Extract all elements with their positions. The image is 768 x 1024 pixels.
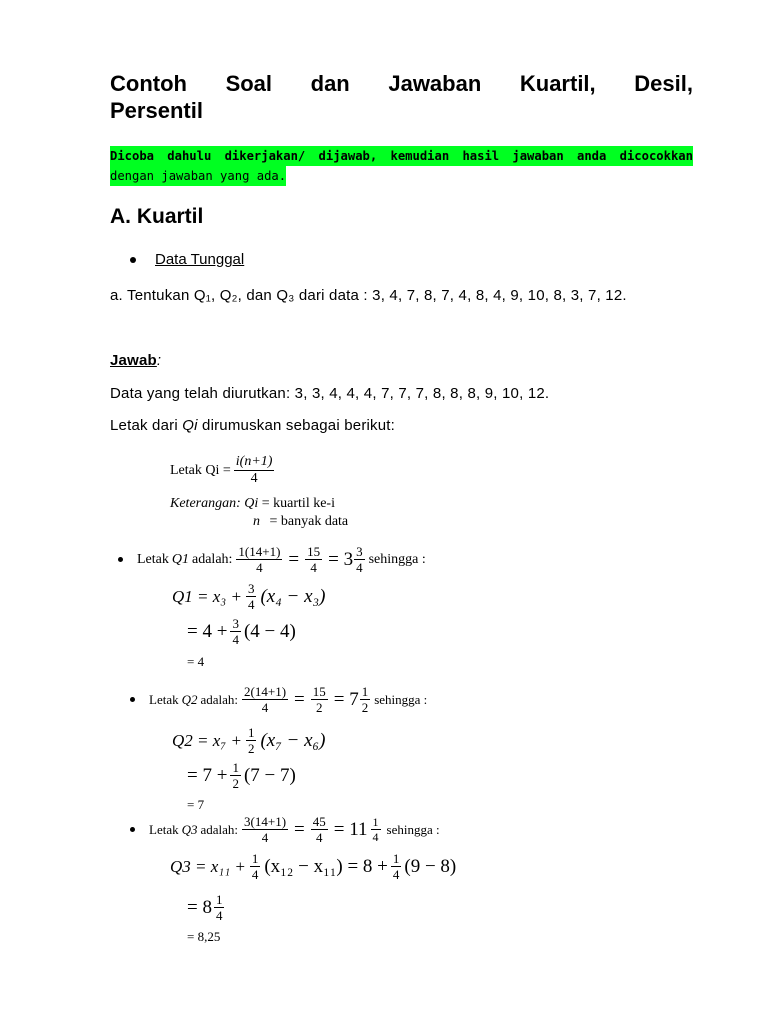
- q2-intro-post: adalah:: [200, 691, 239, 707]
- q1-intro-post: adalah:: [192, 551, 233, 567]
- bullet-dot-icon: [130, 257, 136, 263]
- section-heading-kuartil: A. Kuartil: [110, 205, 204, 228]
- instruction-word: kemudian: [390, 149, 450, 163]
- page-title: [110, 70, 693, 124]
- formula-letak-qi: [170, 455, 274, 486]
- letak-intro-var: Qi: [182, 417, 198, 434]
- bullet-dot-icon: [130, 697, 135, 702]
- q2-line-3: = 7: [187, 797, 205, 812]
- q3-line-2-frac: $\frac{1}{4}$: [215, 892, 223, 923]
- q1-line-2-rhs: (4 − 4): [243, 620, 296, 642]
- instruction-highlight: [110, 146, 693, 186]
- ket-n: n: [253, 514, 260, 529]
- q2-line-1: [172, 726, 326, 755]
- jawab-colon: :: [156, 352, 162, 369]
- q1-line-1: [172, 582, 326, 611]
- q1-line-2-frac: $\frac{3}{4}$: [232, 616, 239, 647]
- q1-frac-1: $\frac{1(14+1)}{4}$: [238, 544, 281, 575]
- jawab-label: Jawab: [110, 352, 157, 369]
- q3-eq-2: = 11: [333, 818, 368, 840]
- formula-keterangan-n: [253, 514, 348, 530]
- title-word: Kuartil,: [519, 71, 596, 96]
- q3-line-3: = 8,25: [187, 929, 221, 944]
- formula-lhs: Letak Qi =: [170, 462, 231, 478]
- q3-intro: [130, 815, 440, 844]
- title-word: Jawaban: [388, 71, 482, 96]
- q2-intro: [130, 685, 427, 714]
- ket-qi: Qi: [244, 496, 259, 511]
- title-word: Contoh: [110, 71, 187, 96]
- q3-intro-post: adalah:: [200, 821, 239, 837]
- q1-line-1-rhs: (x₄ − x₃): [260, 585, 326, 607]
- q2-frac-2: $\frac{15}{2}$: [312, 684, 326, 715]
- formula-fraction: [234, 455, 275, 486]
- q2-intro-pre: Letak: [149, 691, 179, 707]
- instruction-word: jawaban: [512, 149, 564, 163]
- ket-label: Keterangan:: [170, 496, 241, 511]
- question-text: a. Tentukan Q₁, Q₂, dan Q₃ dari data : 3, 4, 7, 8, 7, 4, 8, 4, 9, 10, 8, 3, 7, 12.: [110, 287, 627, 304]
- q2-intro-var: Q2: [181, 691, 198, 707]
- q1-line-3: = 4: [187, 654, 205, 669]
- instruction-word: dahulu: [167, 149, 212, 163]
- bullet-dot-icon: [118, 557, 123, 562]
- q3-line-2-lhs: = 8: [187, 896, 212, 918]
- title-word: Desil,: [634, 71, 693, 96]
- q2-tail: sehingga :: [374, 691, 428, 707]
- formula-num: i(n+1): [235, 454, 273, 469]
- ket-qi-desc: = kuartil ke-i: [261, 496, 335, 511]
- q3-line-1-frac: $\frac{1}{4}$: [251, 851, 259, 882]
- bullet-data-tunggal: [130, 251, 244, 268]
- letak-intro: [110, 417, 395, 434]
- q1-line-2: [187, 617, 296, 646]
- instruction-line-2: dengan jawaban yang ada.: [110, 166, 286, 186]
- instruction-word: dicocokkan: [619, 149, 693, 163]
- formula-den: 4: [250, 471, 258, 486]
- q3-intro-pre: Letak: [149, 821, 179, 837]
- q3-line-2: [187, 893, 224, 922]
- jawab-heading: [110, 352, 161, 369]
- q2-mixed-frac: $\frac{1}{2}$: [361, 684, 369, 715]
- q3-mixed-frac: $\frac{1}{4}$: [372, 815, 379, 844]
- q2-line-2-rhs: (7 − 7): [243, 764, 296, 786]
- title-line-2: Persentil: [110, 98, 203, 123]
- q3-intro-var: Q3: [181, 821, 198, 837]
- instruction-word: anda: [577, 149, 607, 163]
- q1-eq-1: =: [288, 548, 300, 570]
- q2-line-2: [187, 761, 296, 790]
- q2-line-1-frac: $\frac{1}{2}$: [247, 725, 255, 756]
- title-word: dan: [310, 71, 350, 96]
- q2-eq-1: =: [294, 688, 305, 710]
- q1-line-1-lhs: Q1 = x₃ +: [172, 586, 242, 606]
- q3-line-1: [170, 852, 456, 881]
- letak-intro-pre: Letak dari: [110, 417, 183, 434]
- q1-eq-2: = 3: [328, 548, 354, 570]
- instruction-line-1: [110, 146, 693, 166]
- q1-intro-pre: Letak: [137, 551, 169, 567]
- q2-line-2-lhs: = 7 +: [187, 764, 228, 786]
- q3-tail: sehingga :: [386, 821, 440, 837]
- q2-frac-1: $\frac{2(14+1)}{4}$: [244, 684, 287, 715]
- q1-frac-2: $\frac{15}{4}$: [307, 544, 321, 575]
- formula-keterangan-qi: [170, 496, 335, 512]
- title-word: Soal: [225, 71, 273, 96]
- q3-eq-1: =: [294, 818, 305, 840]
- q1-line-2-lhs: = 4 +: [187, 620, 228, 642]
- instruction-word: Dicoba: [110, 149, 155, 163]
- q3-line-1-lhs: Q3 = x₁₁ +: [170, 856, 246, 876]
- q3-line-1-frac-2: $\frac{1}{4}$: [392, 851, 400, 882]
- q1-mixed-frac: $\frac{3}{4}$: [356, 544, 363, 575]
- q3-line-1-rhs: (9 − 8): [404, 855, 457, 877]
- bullet-data-tunggal-label: Data Tunggal: [155, 251, 245, 268]
- bullet-dot-icon: [130, 827, 135, 832]
- q3-frac-1: $\frac{3(14+1)}{4}$: [244, 814, 287, 845]
- instruction-word: dijawab,: [318, 149, 378, 163]
- sorted-data-text: Data yang telah diurutkan: 3, 3, 4, 4, 4, 7, 7, 7, 8, 8, 8, 9, 10, 12.: [110, 385, 550, 402]
- q2-eq-2: = 7: [333, 688, 359, 710]
- q2-line-2-frac: $\frac{1}{2}$: [232, 760, 239, 791]
- q2-line-1-rhs: (x₇ − x₆): [260, 729, 326, 751]
- q1-intro-var: Q1: [171, 551, 189, 567]
- q3-frac-2: $\frac{45}{4}$: [312, 814, 326, 845]
- q2-line-1-lhs: Q2 = x₇ +: [172, 730, 242, 750]
- title-line-1: [110, 70, 693, 97]
- instruction-word: hasil: [462, 149, 500, 163]
- instruction-word: dikerjakan/: [224, 149, 306, 163]
- q1-tail: sehingga :: [368, 551, 426, 567]
- ket-n-desc: = banyak data: [269, 514, 349, 529]
- q1-intro: [118, 545, 426, 574]
- q1-line-1-frac: $\frac{3}{4}$: [247, 581, 255, 612]
- q3-line-1-mid: (x₁₂ − x₁₁) = 8 +: [264, 855, 388, 877]
- letak-intro-post: dirumuskan sebagai berikut:: [197, 417, 396, 434]
